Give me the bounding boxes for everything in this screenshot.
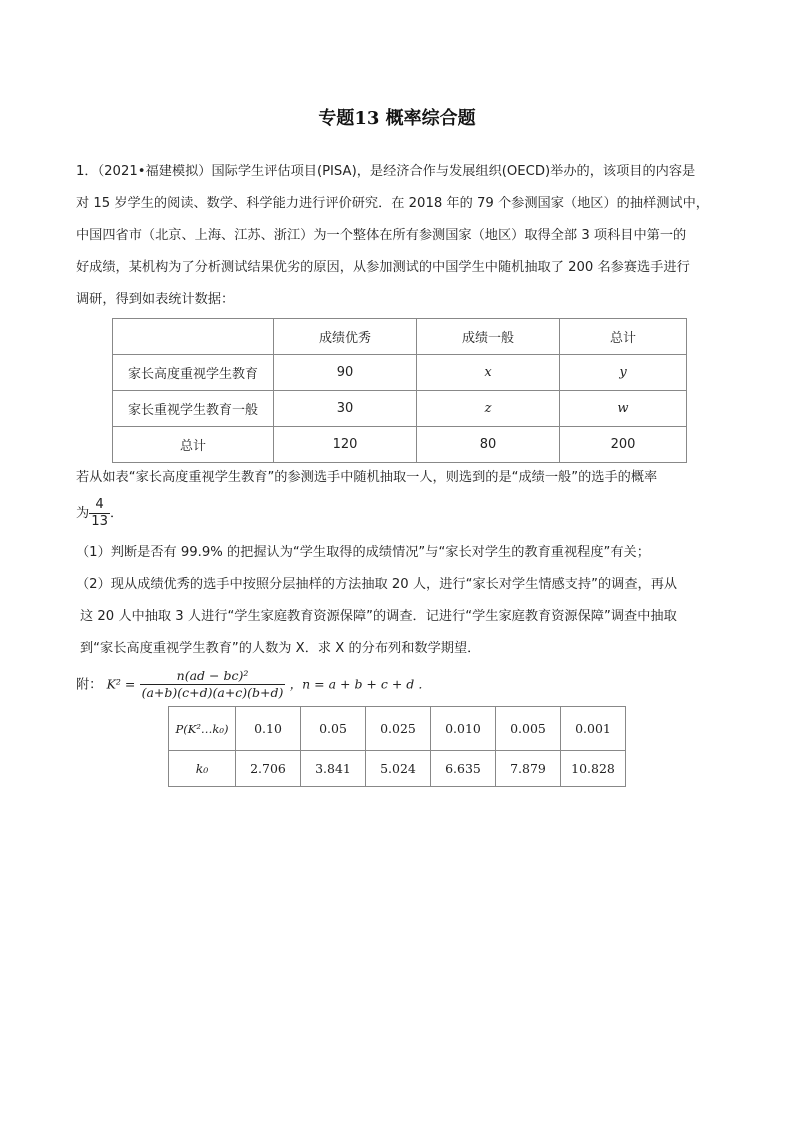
condition-prefix: 为 [76, 506, 90, 521]
table-cell: 总计 [113, 427, 274, 463]
table-cell: 家长高度重视学生教育 [113, 355, 274, 391]
statistics-table [112, 318, 687, 463]
question-line: 到“家长高度重视学生教育”的人数为 X．求 X 的分布列和数学期望． [80, 641, 481, 656]
formula-prefix: 附： [76, 677, 103, 693]
table-cell: w [560, 391, 687, 427]
formula-fraction [140, 668, 286, 701]
probability-condition [76, 462, 726, 534]
table-cell: 90 [274, 355, 417, 391]
problem-line: 好成绩，某机构为了分析测试结果优劣的原因，从参加测试的中国学生中随机抽取了 200 名参赛选手进行 [76, 260, 690, 275]
table-cell: 6.635 [431, 751, 496, 787]
table-cell: 0.005 [496, 707, 561, 751]
formula-lhs: K² = [106, 676, 136, 692]
table-cell: 3.841 [301, 751, 366, 787]
problem-line: 调研，得到如表统计数据： [76, 292, 235, 307]
table-cell: 0.010 [431, 707, 496, 751]
formula-denominator: (a+b)(c+d)(a+c)(b+d) [141, 685, 284, 700]
problem-line: 对 15 岁学生的阅读、数学、科学能力进行评价研究．在 2018 年的 79 个参测国家（地区）的抽样测试中， [76, 196, 709, 211]
table-cell: 30 [274, 391, 417, 427]
critical-value-table [168, 706, 626, 787]
problem-line: 中国四省市（北京、上海、江苏、浙江）为一个整体在所有参测国家（地区）取得全部 3 项科目中第一的 [76, 228, 687, 243]
table-row-label: k₀ [169, 751, 236, 787]
table-cell: 5.024 [366, 751, 431, 787]
formula-appendix [76, 668, 431, 702]
table-row [113, 427, 687, 463]
table-header-cell: 总计 [560, 319, 687, 355]
table-row [169, 751, 626, 787]
formula-tail: ，n = a + b + c + d ． [289, 676, 431, 692]
table-cell: 0.025 [366, 707, 431, 751]
condition-line: 若从如表“家长高度重视学生教育”的参测选手中随机抽取一人，则选到的是“成绩一般”的选手的概率 [76, 470, 658, 485]
questions [76, 537, 726, 665]
table-row-label: P(K²…k₀) [169, 707, 236, 751]
table-header-cell: 成绩一般 [417, 319, 560, 355]
table-cell: 80 [417, 427, 560, 463]
table-cell: 120 [274, 427, 417, 463]
question-line: （1）判断是否有 99.9% 的把握认为“学生取得的成绩情况”与“家长对学生的教育重视程度”有关； [76, 545, 650, 560]
table-cell: 10.828 [561, 751, 626, 787]
table-cell: 7.879 [496, 751, 561, 787]
table-header-cell [113, 319, 274, 355]
table-cell: 家长重视学生教育一般 [113, 391, 274, 427]
table-cell: x [417, 355, 560, 391]
table-cell: 0.001 [561, 707, 626, 751]
table-cell: 2.706 [236, 751, 301, 787]
table-header-row [113, 319, 687, 355]
table-cell: z [417, 391, 560, 427]
probability-fraction [89, 497, 110, 530]
table-cell: 0.05 [301, 707, 366, 751]
table-row [113, 355, 687, 391]
table-cell: y [560, 355, 687, 391]
question-line: 这 20 人中抽取 3 人进行“学生家庭教育资源保障”的调查．记进行“学生家庭教育资源保障”调查中抽取 [80, 609, 677, 624]
condition-line [76, 494, 726, 534]
table-row [169, 707, 626, 751]
table-row [113, 391, 687, 427]
table-header-cell: 成绩优秀 [274, 319, 417, 355]
condition-suffix: ． [109, 506, 124, 521]
fraction-denominator: 13 [91, 513, 108, 529]
table-cell: 200 [560, 427, 687, 463]
table-cell: 0.10 [236, 707, 301, 751]
formula-numerator: n(ad − bc)² [140, 668, 286, 685]
page-title: 专题13 概率综合题 [318, 108, 476, 129]
problem-statement [76, 156, 726, 316]
question-line: （2）现从成绩优秀的选手中按照分层抽样的方法抽取 20 人，进行“家长对学生情感支持”的调查，再从 [76, 577, 678, 592]
problem-line: 1．（2021•福建模拟）国际学生评估项目(PISA)，是经济合作与发展组织(OECD)举办的，该项目的内容是 [76, 164, 696, 179]
fraction-numerator: 4 [89, 497, 110, 514]
